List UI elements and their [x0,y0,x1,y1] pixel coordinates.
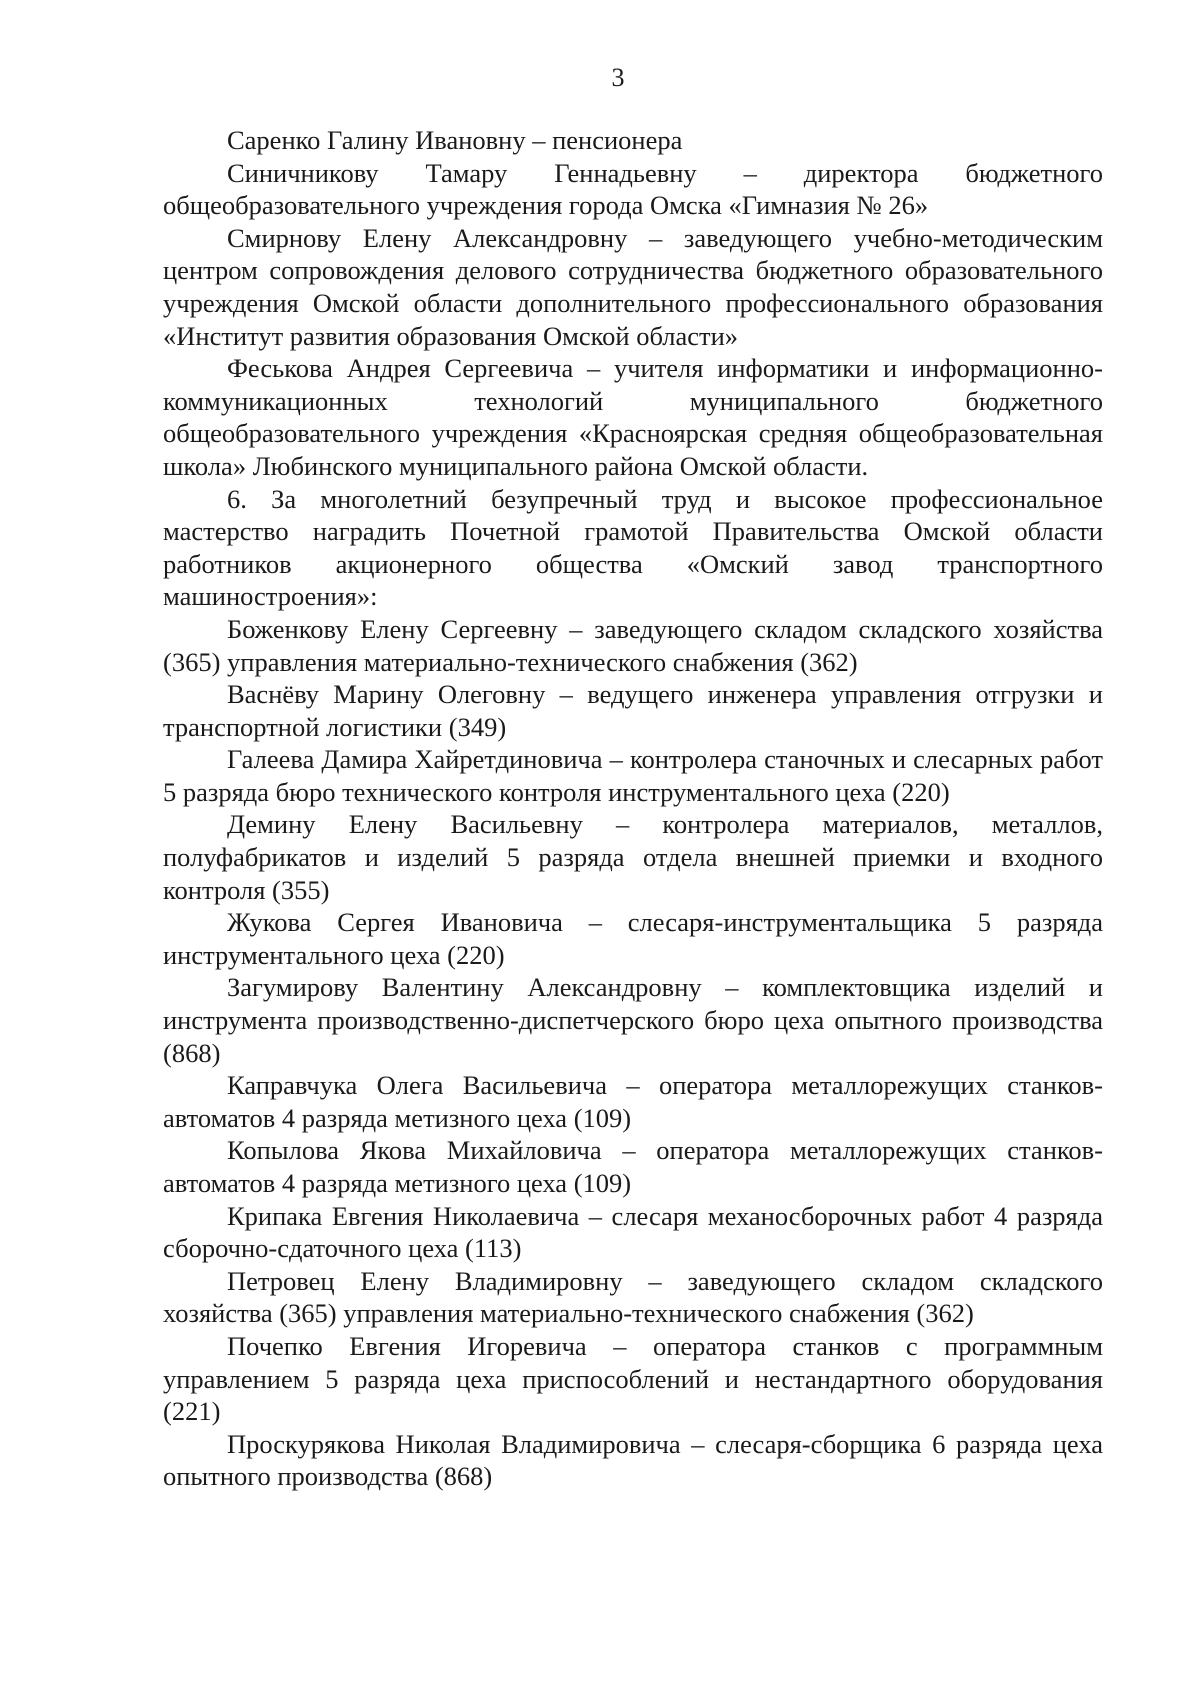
paragraph-sinichnikova: Синичникову Тамару Геннадьевну – директора бюджетного общеобразовательного учреждения города Омска «Гимназия № 26» [163,157,1103,221]
paragraph-kripak: Крипака Евгения Николаевича – слесаря механосборочных работ 4 разряда сборочно-сдаточного цеха (113) [163,1200,1103,1264]
paragraph-bozhenkova: Боженкову Елену Сергеевну – заведующего складом складского хозяйства (365) управления материально-технического снабжения (362) [163,613,1103,677]
paragraph-kopylov: Копылова Якова Михайловича – оператора металлорежущих станков-автоматов 4 разряда метизного цеха (109) [163,1135,1103,1198]
paragraph-kapravchuk: Каправчука Олега Васильевича – оператора металлорежущих станков-автоматов 4 разряда метизного цеха (109) [163,1070,1103,1133]
paragraph-smirnova: Смирнову Елену Александровну – заведующего учебно-методическим центром сопровождения делового сотрудничества бюджетного образовательного учреждения Омской области дополнительного профессионального образования «Институт развития образования Омской области» [163,222,1103,351]
paragraph-galeev: Галеева Дамира Хайретдиновича – контролера станочных и слесарных работ 5 разряда бюро технического контроля инструментального цеха (220) [163,744,1103,807]
paragraph-petrovets: Петровец Елену Владимировну – заведующего складом складского хозяйства (365) управления материально-технического снабжения (362) [163,1265,1103,1329]
document-body [163,124,1103,1493]
paragraph-pochepko: Почепко Евгения Игоревича – оператора станков с программным управлением 5 разряда цеха приспособлений и нестандартного оборудования (221) [163,1330,1103,1427]
paragraph-feskov: Феськова Андрея Сергеевича – учителя информатики и информационно-коммуникационных технологий муниципального бюджетного общеобразовательного учреждения «Красноярская средняя общеобразовательная школа» Любинского муниципального района Омской области. [163,353,1103,481]
page-number: 3 [611,63,625,92]
paragraph-sarenko: Саренко Галину Ивановну – пенсионера [227,125,683,155]
paragraph-zagumirova: Загумирову Валентину Александровну – комплектовщика изделий и инструмента производственно-диспетчерского бюро цеха опытного производства (868) [163,972,1103,1068]
paragraph-zhukov: Жукова Сергея Ивановича – слесаря-инструментальщика 5 разряда инструментального цеха (220) [163,907,1103,970]
paragraph-vasneva: Васнёву Марину Олеговну – ведущего инженера управления отгрузки и транспортной логистики (349) [163,679,1103,742]
paragraph-item-6: 6. За многолетний безупречный труд и высокое профессиональное мастерство наградить Почетной грамотой Правительства Омской области работников акционерного общества «Омский завод транспортного машиностроения»: [163,483,1103,612]
paragraph-proskuryakov: Проскурякова Николая Владимировича – слесаря-сборщика 6 разряда цеха опытного производства (868) [163,1428,1103,1492]
paragraph-demina: Демину Елену Васильевну – контролера материалов, металлов, полуфабрикатов и изделий 5 разряда отдела внешней приемки и входного контроля (355) [163,809,1103,905]
